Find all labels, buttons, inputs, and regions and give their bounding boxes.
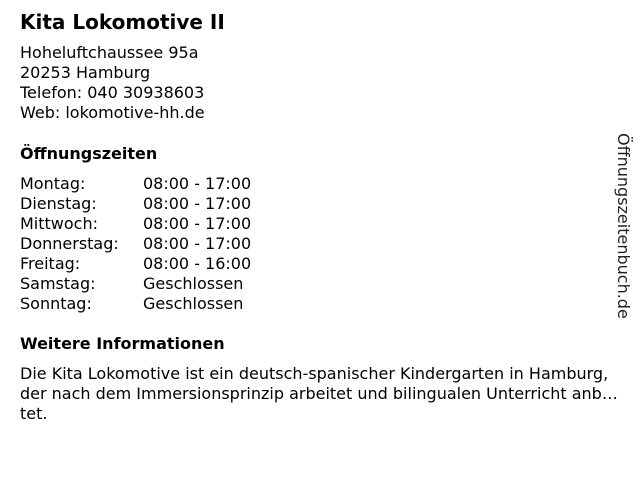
time-value: Geschlossen	[143, 274, 244, 293]
opening-hours-heading: Öffnungszeiten	[20, 144, 158, 163]
website: Web: lokomotive-hh.de	[20, 103, 205, 122]
watermark-text: Öffnungszeitenbuch.de	[614, 133, 633, 319]
hours-row-wednesday	[20, 214, 251, 234]
hours-row-tuesday	[20, 194, 251, 214]
time-value: 08:00 - 16:00	[143, 254, 252, 273]
hours-row-thursday	[20, 234, 251, 254]
hours-row-monday	[20, 174, 251, 194]
time-value: 08:00 - 17:00	[143, 234, 252, 253]
hours-row-friday	[20, 254, 251, 274]
time-value: 08:00 - 17:00	[143, 214, 252, 233]
city-address: 20253 Hamburg	[20, 63, 151, 82]
time-value: Geschlossen	[143, 294, 244, 313]
time-value: 08:00 - 17:00	[143, 174, 252, 193]
time-value: 08:00 - 17:00	[143, 194, 252, 213]
day-label: Montag:	[20, 174, 86, 193]
day-label: Samstag:	[20, 274, 96, 293]
day-label: Donnerstag:	[20, 234, 119, 253]
hours-row-saturday	[20, 274, 251, 294]
address-block	[20, 43, 205, 123]
further-info-text: Die Kita Lokomotive ist ein deutsch-spanischer Kindergarten in Hamburg, der nach dem Immersionsprinzip arbeitet und bilingualen Unterricht anbietet.	[20, 364, 617, 423]
page-title: Kita Lokomotive II	[20, 10, 225, 34]
further-info-heading: Weitere Informationen	[20, 334, 225, 353]
hours-row-sunday	[20, 294, 251, 314]
street-address: Hoheluftchaussee 95a	[20, 43, 199, 62]
opening-hours-table	[20, 174, 251, 314]
phone-number: Telefon: 040 30938603	[20, 83, 205, 102]
day-label: Mittwoch:	[20, 214, 98, 233]
day-label: Dienstag:	[20, 194, 97, 213]
day-label: Freitag:	[20, 254, 81, 273]
day-label: Sonntag:	[20, 294, 92, 313]
